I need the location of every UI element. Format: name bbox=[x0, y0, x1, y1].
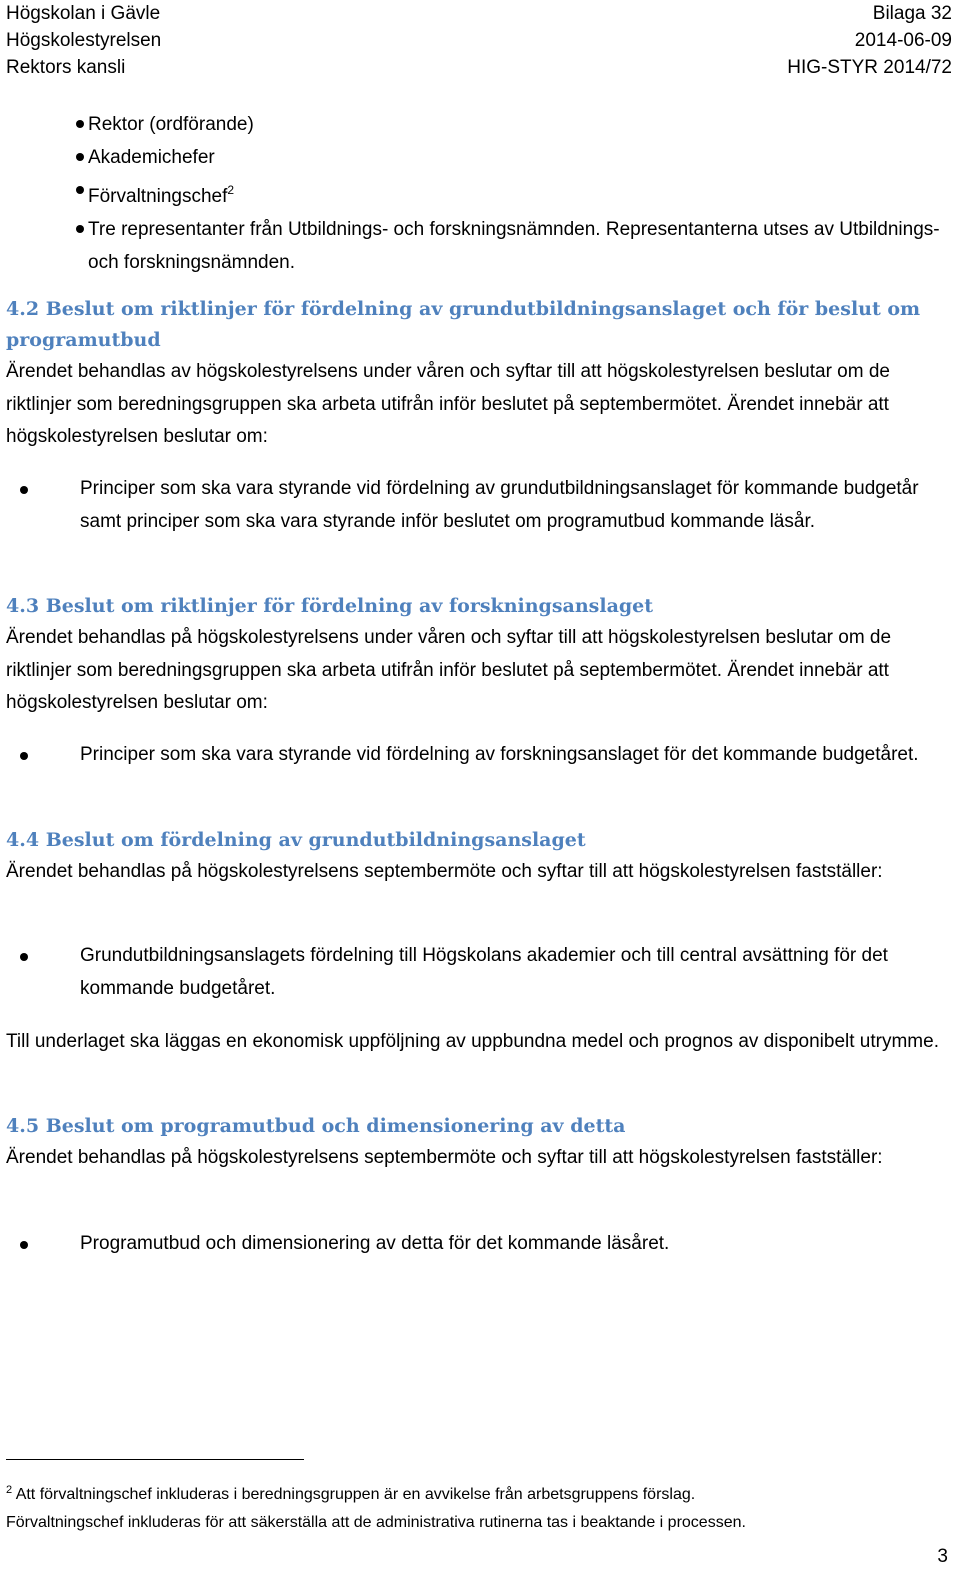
header-row-2 bbox=[6, 27, 952, 54]
section-body: Ärendet behandlas på högskolestyrelsens septembermöte och syftar till att högskolestyrelsen fastställer: bbox=[6, 1147, 883, 1168]
section-4-5-list bbox=[80, 1228, 950, 1261]
header-reference: HIG-STYR 2014/72 bbox=[787, 57, 952, 78]
section-4-3-list bbox=[80, 739, 950, 772]
bullet-icon bbox=[76, 120, 84, 128]
section-body: Ärendet behandlas på högskolestyrelsens septembermöte och syftar till att högskolestyrelsen fastställer: bbox=[6, 861, 883, 882]
members-list bbox=[88, 108, 948, 279]
section-4-2 bbox=[6, 294, 951, 454]
footnote-line-1: $^2$ Att förvaltningschef inkluderas i beredningsgruppen är en avvikelse från arbetsgruppens förslag. bbox=[6, 1484, 696, 1503]
list-item: Akademichefer bbox=[88, 141, 948, 174]
header-board: Högskolestyrelsen bbox=[6, 30, 162, 51]
section-body: Ärendet behandlas på högskolestyrelsens under våren och syftar till att högskolestyrelsen beslutar om de riktlinjer som beredningsgruppen ska arbeta utifrån inför beslutet på septembermötet. Ärendet innebär att högskolestyrelsen beslutar om: bbox=[6, 627, 892, 713]
list-item: Principer som ska vara styrande vid fördelning av grundutbildningsanslaget för kommande budgetår samt principer som ska vara styrande inför beslutet om programutbud kommande läsår. bbox=[80, 473, 950, 538]
bullet-icon bbox=[20, 752, 28, 760]
section-heading: 4.4 Beslut om fördelning av grundutbildningsanslaget bbox=[6, 829, 586, 851]
section-4-3 bbox=[6, 591, 951, 720]
list-item: Grundutbildningsanslagets fördelning till Högskolans akademier och till central avsättning för det kommande budgetåret. bbox=[80, 940, 950, 1005]
section-4-5 bbox=[6, 1111, 951, 1175]
footnote-separator bbox=[6, 1459, 304, 1460]
bullet-icon bbox=[76, 153, 84, 161]
page-number: 3 bbox=[937, 1546, 948, 1567]
header-date: 2014-06-09 bbox=[854, 30, 952, 51]
list-item: Programutbud och dimensionering av detta för det kommande läsåret. bbox=[80, 1228, 950, 1261]
footnote-line-2: Förvaltningschef inkluderas för att säkerställa att de administrativa rutinerna tas i beaktande i processen. bbox=[6, 1514, 746, 1531]
section-body: Ärendet behandlas av högskolestyrelsens under våren och syftar till att högskolestyrelsen beslutar om de riktlinjer som beredningsgruppen ska arbeta utifrån inför beslutet på septembermötet. Ärendet innebär att högskolestyrelsen beslutar om: bbox=[6, 361, 890, 447]
footnote bbox=[6, 1476, 951, 1537]
list-item: Principer som ska vara styrande vid fördelning av forskningsanslaget för det kommande budgetåret. bbox=[80, 739, 950, 772]
header-office: Rektors kansli bbox=[6, 57, 126, 78]
footnote-mark: 2 bbox=[6, 1484, 13, 1496]
header-attachment: Bilaga 32 bbox=[872, 3, 952, 24]
header-university: Högskolan i Gävle bbox=[6, 3, 161, 24]
list-item: Förvaltningschef$^2$ bbox=[88, 174, 948, 213]
list-item: Rektor (ordförande) bbox=[88, 108, 948, 141]
section-4-4 bbox=[6, 825, 951, 889]
section-4-2-list bbox=[80, 473, 950, 538]
bullet-icon bbox=[76, 186, 84, 194]
list-item: Tre representanter från Utbildnings- och forskningsnämnden. Representanterna utses av Utbildnings- och forskningsnämnden. bbox=[88, 213, 948, 279]
section-4-4-list bbox=[80, 940, 950, 1005]
header-row-3 bbox=[6, 54, 952, 81]
section-heading: 4.2 Beslut om riktlinjer för fördelning av grundutbildningsanslaget och för beslut om programutbud bbox=[6, 298, 921, 351]
bullet-icon bbox=[20, 1241, 28, 1249]
header-row-1 bbox=[6, 0, 952, 27]
bullet-icon bbox=[76, 225, 84, 233]
page-header bbox=[6, 0, 952, 81]
section-4-4-note: Till underlaget ska läggas en ekonomisk uppföljning av uppbundna medel och prognos av disponibelt utrymme. bbox=[6, 1031, 939, 1052]
footnote-ref: 2 bbox=[227, 183, 235, 197]
section-heading: 4.3 Beslut om riktlinjer för fördelning av forskningsanslaget bbox=[6, 595, 654, 617]
section-heading: 4.5 Beslut om programutbud och dimensionering av detta bbox=[6, 1115, 626, 1137]
bullet-icon bbox=[20, 953, 28, 961]
bullet-icon bbox=[20, 486, 28, 494]
